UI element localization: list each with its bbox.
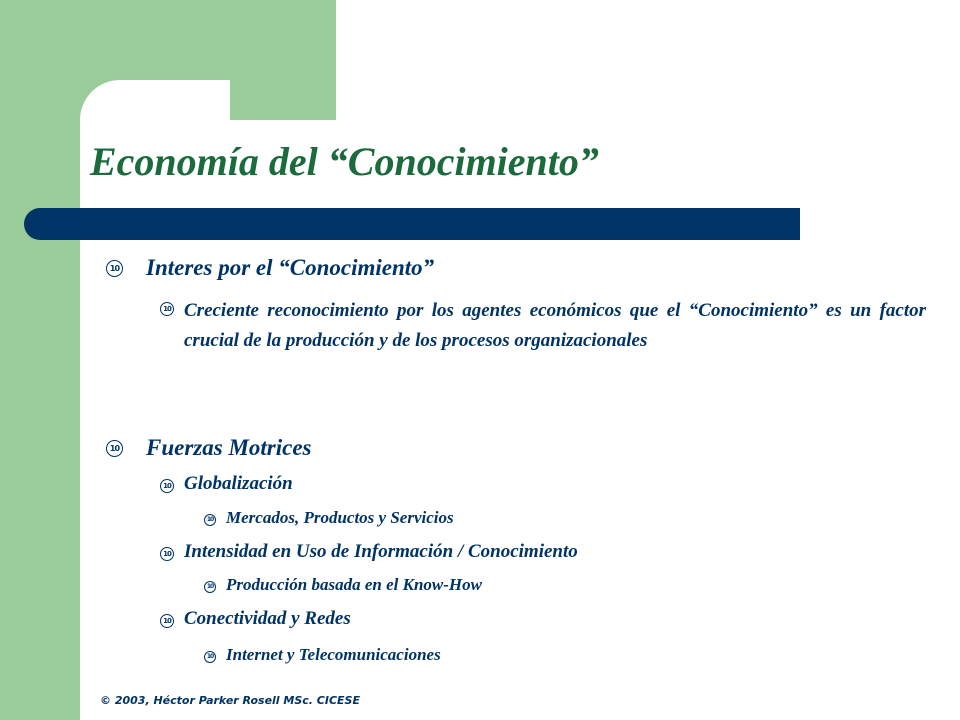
sub-item-internet: Internet y Telecomunicaciones (226, 645, 441, 664)
section-heading-interes: Interes por el “Conocimiento” (146, 255, 435, 280)
bullet-icon: 10 (160, 614, 174, 628)
list-item-intensidad: Intensidad en Uso de Información / Conocimiento (184, 541, 578, 562)
bullet-icon: 10 (106, 440, 123, 457)
list-item-globalizacion: Globalización (184, 473, 293, 494)
bullet-icon: 10 (204, 514, 216, 526)
title-underline-bar (24, 208, 800, 240)
bullet-icon: 10 (106, 260, 123, 277)
bullet-icon: 10 (160, 479, 174, 493)
bullet-icon: 10 (204, 581, 216, 593)
slide-title: Economía del “Conocimiento” (90, 139, 599, 184)
bullet-icon: 10 (160, 547, 174, 561)
list-item-conectividad: Conectividad y Redes (184, 608, 351, 629)
section-paragraph: Creciente reconocimiento por los agentes económicos que el “Conocimiento” es un factor crucial de la producción y de los procesos organizacionales (184, 300, 926, 351)
bullet-icon: 10 (160, 302, 174, 316)
sub-item-mercados: Mercados, Productos y Servicios (226, 508, 454, 527)
section-heading-fuerzas: Fuerzas Motrices (146, 435, 312, 460)
bullet-icon: 10 (204, 651, 216, 663)
sub-item-produccion: Producción basada en el Know-How (226, 575, 482, 594)
copyright-footer: © 2003, Héctor Parker Rosell MSc. CICESE (100, 694, 360, 707)
